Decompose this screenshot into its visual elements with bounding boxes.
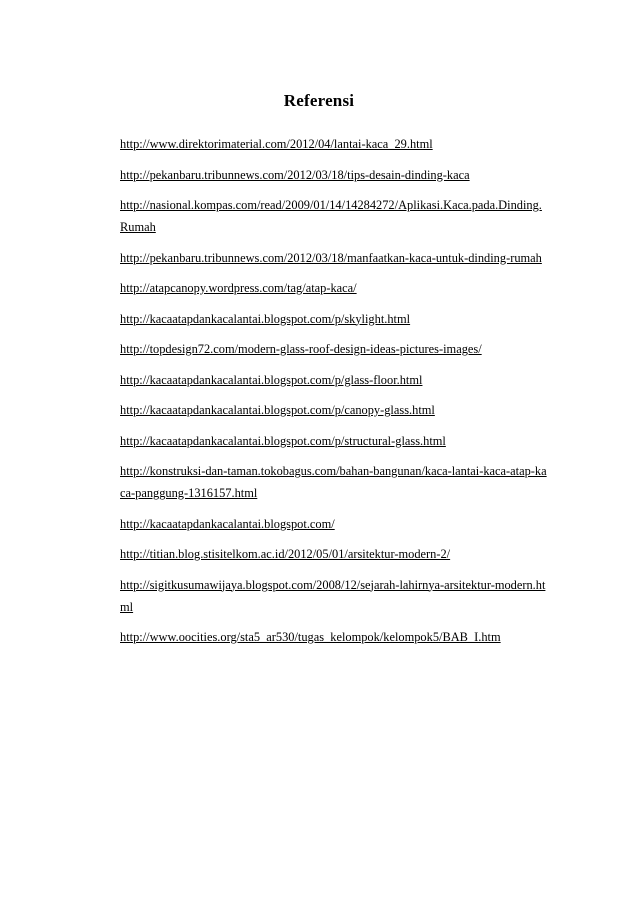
- reference-link[interactable]: http://kacaatapdankacalantai.blogspot.com/p/structural-glass.html: [120, 433, 446, 448]
- reference-link[interactable]: http://konstruksi-dan-taman.tokobagus.com/bahan-bangunan/kaca-lantai-kaca-atap-kaca-panggung-1316157.html: [120, 464, 547, 500]
- reference-link[interactable]: http://kacaatapdankacalantai.blogspot.com/p/glass-floor.html: [120, 372, 423, 387]
- reference-link[interactable]: http://sigitkusumawijaya.blogspot.com/2008/12/sejarah-lahirnya-arsitektur-modern.html: [120, 577, 546, 614]
- reference-link[interactable]: http://www.direktorimaterial.com/2012/04/lantai-kaca_29.html: [120, 137, 433, 151]
- reference-link[interactable]: http://atapcanopy.wordpress.com/tag/atap-kaca/: [120, 281, 357, 295]
- reference-link[interactable]: http://kacaatapdankacalantai.blogspot.com/p/skylight.html: [120, 311, 411, 326]
- reference-link[interactable]: http://pekanbaru.tribunnews.com/2012/03/18/manfaatkan-kaca-untuk-dinding-rumah: [120, 250, 542, 265]
- reference-link[interactable]: http://kacaatapdankacalantai.blogspot.com/p/canopy-glass.html: [120, 403, 435, 417]
- reference-list: [120, 133, 550, 657]
- reference-link[interactable]: http://www.oocities.org/sta5_ar530/tugas_kelompok/kelompok5/BAB_I.htm: [120, 630, 501, 644]
- reference-link[interactable]: http://titian.blog.stisitelkom.ac.id/2012/05/01/arsitektur-modern-2/: [120, 547, 451, 561]
- reference-link[interactable]: http://pekanbaru.tribunnews.com/2012/03/18/tips-desain-dinding-kaca: [120, 167, 470, 182]
- reference-link[interactable]: http://topdesign72.com/modern-glass-roof-design-ideas-pictures-images/: [120, 342, 482, 356]
- page-title: Referensi: [283, 91, 355, 110]
- reference-link[interactable]: http://kacaatapdankacalantai.blogspot.com/: [120, 516, 335, 531]
- reference-link[interactable]: http://nasional.kompas.com/read/2009/01/14/14284272/Aplikasi.Kaca.pada.Dinding.Rumah: [120, 198, 542, 234]
